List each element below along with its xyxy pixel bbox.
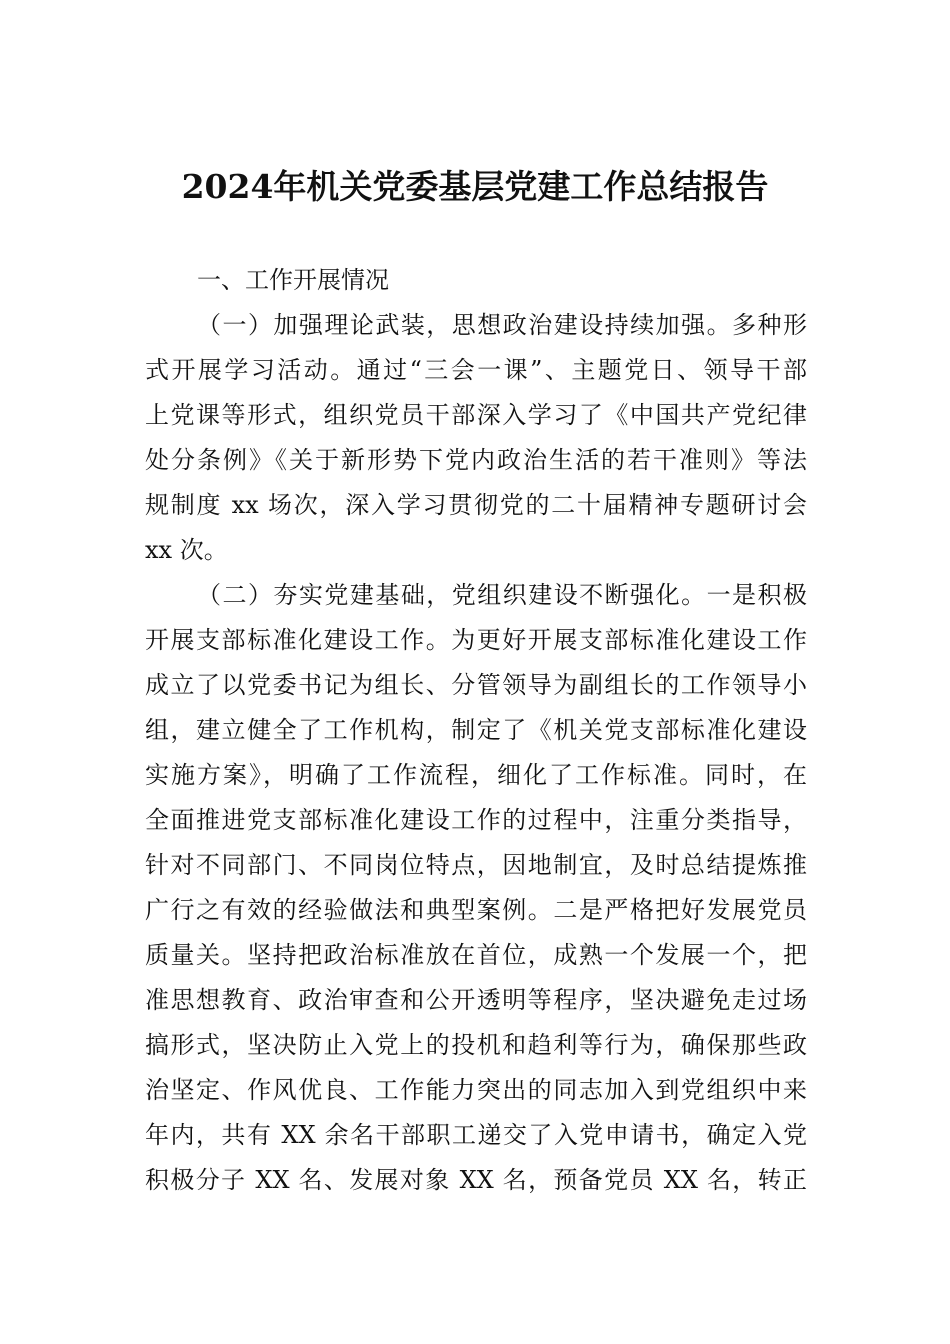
section-heading: 一、工作开展情况: [197, 266, 389, 294]
paragraph-line: 质量关。坚持把政治标准放在首位，成熟一个发展一个，把: [145, 941, 807, 969]
paragraph-line: 组，建立健全了工作机构，制定了《机关党支部标准化建设: [145, 716, 807, 744]
paragraph-line: xx 次。: [145, 536, 228, 564]
paragraph-line: 成立了以党委书记为组长、分管领导为副组长的工作领导小: [145, 671, 807, 699]
paragraph-line: 搞形式，坚决防止入党上的投机和趋利等行为，确保那些政: [145, 1031, 807, 1059]
document-title: 2024年机关党委基层党建工作总结报告: [181, 167, 769, 206]
paragraph-line: （二）夯实党建基础，党组织建设不断强化。一是积极: [197, 581, 807, 609]
paragraph-line: 准思想教育、政治审查和公开透明等程序，坚决避免走过场: [145, 986, 807, 1014]
paragraph-line: 开展支部标准化建设工作。为更好开展支部标准化建设工作: [145, 626, 807, 654]
paragraph-line: 年内，共有 XX 余名干部职工递交了入党申请书，确定入党: [145, 1121, 807, 1149]
paragraph-line: 广行之有效的经验做法和典型案例。二是严格把好发展党员: [145, 896, 807, 924]
paragraph-line: 处分条例》《关于新形势下党内政治生活的若干准则》等法: [145, 446, 807, 474]
paragraph-line: 针对不同部门、不同岗位特点，因地制宜，及时总结提炼推: [145, 851, 807, 879]
paragraph-line: 全面推进党支部标准化建设工作的过程中，注重分类指导，: [145, 806, 807, 834]
paragraph-line: 式开展学习活动。通过“三会一课”、主题党日、领导干部: [145, 356, 807, 384]
paragraph-line: 治坚定、作风优良、工作能力突出的同志加入到党组织中来: [145, 1076, 807, 1104]
document-body: [145, 258, 807, 1203]
paragraph-line: 规制度 xx 场次，深入学习贯彻党的二十届精神专题研讨会: [145, 491, 807, 519]
paragraph-line: 实施方案》，明确了工作流程，细化了工作标准。同时，在: [145, 761, 807, 789]
paragraph-line: （一）加强理论武装，思想政治建设持续加强。多种形: [197, 311, 807, 339]
paragraph-line: 积极分子 XX 名、发展对象 XX 名，预备党员 XX 名，转正: [145, 1166, 807, 1194]
paragraph-line: 上党课等形式，组织党员干部深入学习了《中国共产党纪律: [145, 401, 807, 429]
